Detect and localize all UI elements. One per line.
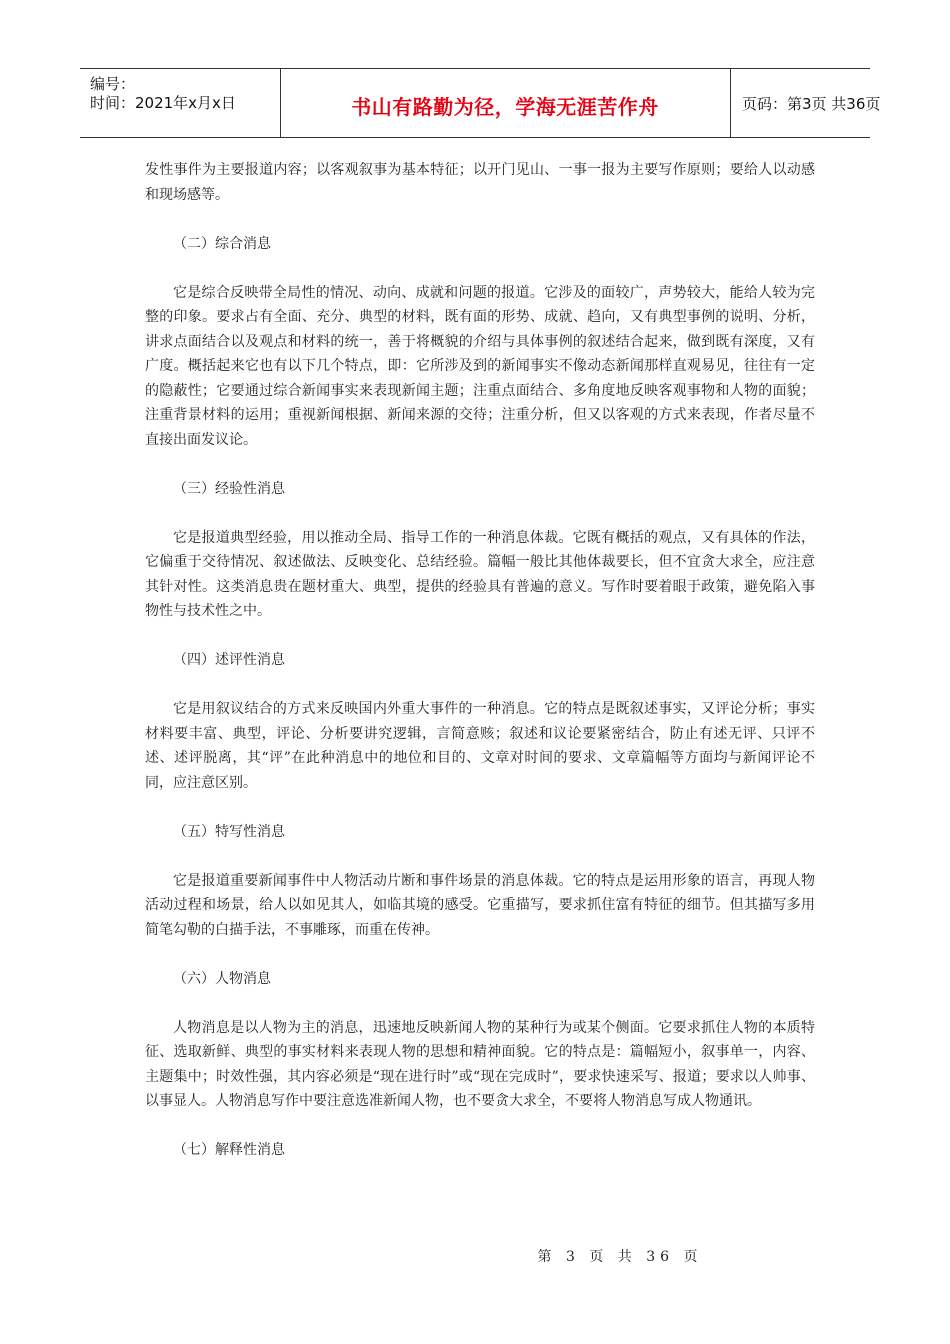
page-footer xyxy=(0,1246,950,1266)
paragraph-comprehensive: 它是综合反映带全局性的情况、动向、成就和问题的报道。它涉及的面较广，声势较大，能给人较为完整的印象。要求占有全面、充分、典型的材料，既有面的形势、成就、趋向，又有典型事例的说明、分析，讲求点面结合以及观点和材料的统一，善于将概貌的介绍与具体事例的叙述结合起来，做到既有深度，又有广度。概括起来它也有以下几个特点，即：它所涉及到的新闻事实不像动态新闻那样直观易见，往往有一定的隐蔽性；它要通过综合新闻事实来表现新闻主题；注重点面结合、多角度地反映客观事物和人物的面貌；注重背景材料的运用；重视新闻根据、新闻来源的交待；注重分析，但又以客观的方式来表现，作者尽量不直接出面发议论。 xyxy=(145,284,815,448)
document-body xyxy=(145,158,815,1163)
section-heading-2: （二）综合消息 xyxy=(173,235,271,252)
paragraph-experience: 它是报道典型经验，用以推动全局、指导工作的一种消息体裁。它既有概括的观点，又有具体的作法，它偏重于交待情况、叙述做法、反映变化、总结经验。篇幅一般比其他体裁要长，但不宜贪大求全，应注意其针对性。这类消息贵在题材重大、典型，提供的经验具有普遍的意义。写作时要着眼于政策，避免陷入事物性与技术性之中。 xyxy=(145,529,815,619)
section-heading-4: （四）述评性消息 xyxy=(173,652,285,668)
footer-page-number: 第 3 页 共 36 页 xyxy=(537,1249,703,1265)
paragraph-commentary: 它是用叙议结合的方式来反映国内外重大事件的一种消息。它的特点是既叙述事实，又评论分析；事实材料要丰富、典型，评论、分析要讲究逻辑，言简意赅；叙述和议论要紧密结合，防止有述无评、只评不述、述评脱离，其“评”在此种消息中的地位和目的、文章对时间的要求、文章篇幅等方面均与新闻评论不同，应注意区别。 xyxy=(145,701,815,791)
doc-number-label: 编号： xyxy=(90,75,136,93)
paragraph-feature: 它是报道重要新闻事件中人物活动片断和事件场景的消息体裁。它的特点是运用形象的语言，再现人物活动过程和场景，给人以如见其人，如临其境的感受。它重描写，要求抓住富有特征的细节。但其描写多用简笔勾勒的白描手法，不事雕琢，而重在传神。 xyxy=(145,872,815,938)
section-heading-5: （五）特写性消息 xyxy=(173,823,285,840)
page-header xyxy=(80,68,881,138)
header-motto: 书山有路勤为径，学海无涯苦作舟 xyxy=(351,95,659,119)
doc-date: 时间：2021年x月x日 xyxy=(90,94,236,112)
paragraph-continued: 发性事件为主要报道内容；以客观叙事为基本特征；以开门见山、一事一报为主要写作原则；要给人以动感和现场感等。 xyxy=(145,162,815,203)
section-heading-6: （六）人物消息 xyxy=(173,970,271,987)
section-heading-3: （三）经验性消息 xyxy=(173,480,285,497)
section-heading-7: （七）解释性消息 xyxy=(173,1142,285,1158)
header-page-cell xyxy=(730,69,881,137)
header-motto-cell xyxy=(280,69,731,137)
paragraph-profile: 人物消息是以人物为主的消息，迅速地反映新闻人物的某种行为或某个侧面。它要求抓住人物的本质特征、选取新鲜、典型的事实材料来表现人物的思想和精神面貌。它的特点是：篇幅短小，叙事单一，内容、主题集中；时效性强，其内容必须是“现在进行时”或“现在完成时”，要求快速采写、报道；要求以人帅事、以事显人。人物消息写作中要注意选准新闻人物，也不要贪大求全，不要将人物消息写成人物通讯。 xyxy=(145,1019,815,1109)
header-page-info: 页码：第3页 共36页 xyxy=(742,95,881,113)
header-meta-cell xyxy=(80,69,281,137)
